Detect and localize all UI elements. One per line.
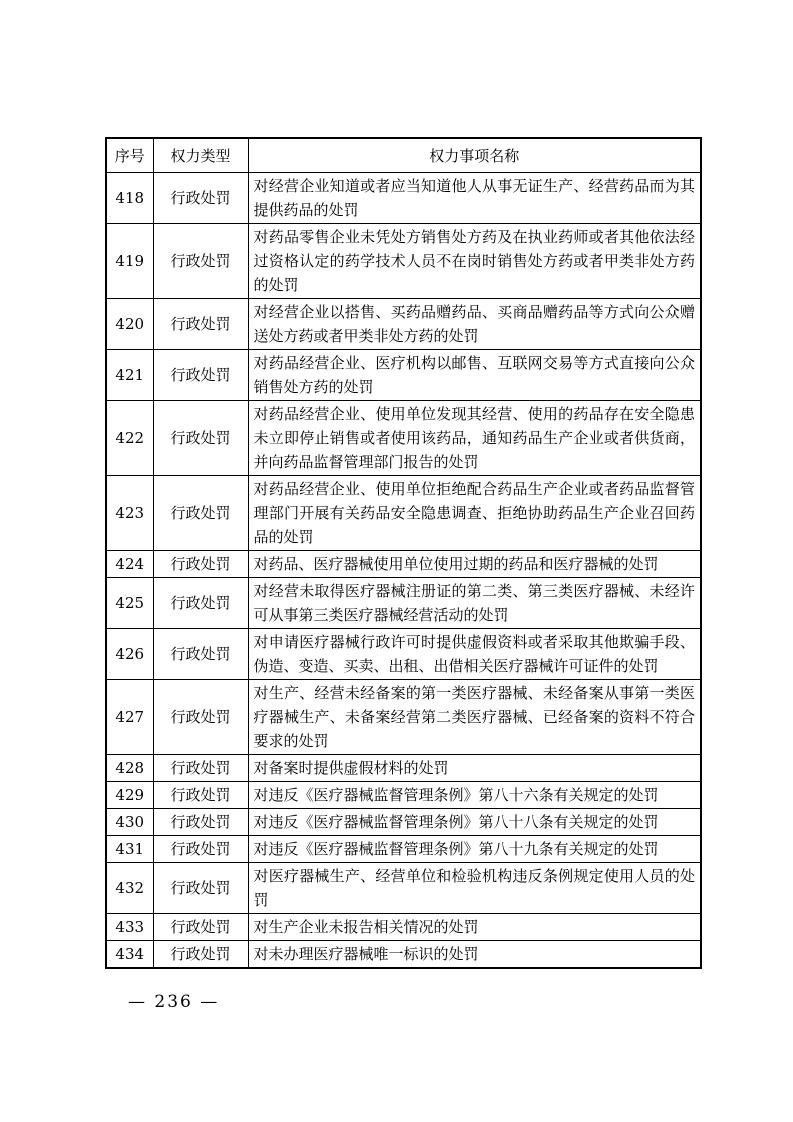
- table-header-row: [106, 138, 701, 173]
- row-power-item-name: 对违反《医疗器械监督管理条例》第八十八条有关规定的处罚: [248, 809, 701, 836]
- row-serial-number: 429: [106, 782, 153, 809]
- row-power-type: 行政处罚: [153, 680, 248, 755]
- table-row: [106, 836, 701, 863]
- row-power-type: 行政处罚: [153, 350, 248, 401]
- table-row: [106, 809, 701, 836]
- row-serial-number: 424: [106, 551, 153, 578]
- table-row: [106, 629, 701, 680]
- row-power-item-name: 对药品经营企业、医疗机构以邮售、互联网交易等方式直接向公众销售处方药的处罚: [248, 350, 701, 401]
- row-serial-number: 427: [106, 680, 153, 755]
- row-power-type: 行政处罚: [153, 809, 248, 836]
- row-power-item-name: 对药品、医疗器械使用单位使用过期的药品和医疗器械的处罚: [248, 551, 701, 578]
- row-power-item-name: 对违反《医疗器械监督管理条例》第八十九条有关规定的处罚: [248, 836, 701, 863]
- table-row: [106, 299, 701, 350]
- row-power-type: 行政处罚: [153, 299, 248, 350]
- row-power-item-name: 对药品零售企业未凭处方销售处方药及在执业药师或者其他依法经过资格认定的药学技术人员不在岗时销售处方药或者甲类非处方药的处罚: [248, 224, 701, 299]
- header-power-item-name: 权力事项名称: [248, 138, 701, 173]
- table-row: [106, 941, 701, 969]
- row-serial-number: 433: [106, 914, 153, 941]
- row-power-item-name: 对经营企业知道或者应当知道他人从事无证生产、经营药品而为其提供药品的处罚: [248, 173, 701, 224]
- row-serial-number: 420: [106, 299, 153, 350]
- row-serial-number: 431: [106, 836, 153, 863]
- row-power-item-name: 对生产、经营未经备案的第一类医疗器械、未经备案从事第一类医疗器械生产、未备案经营第二类医疗器械、已经备案的资料不符合要求的处罚: [248, 680, 701, 755]
- table-row: [106, 173, 701, 224]
- row-serial-number: 430: [106, 809, 153, 836]
- table-row: [106, 914, 701, 941]
- row-power-type: 行政处罚: [153, 863, 248, 914]
- table-row: [106, 551, 701, 578]
- row-serial-number: 418: [106, 173, 153, 224]
- row-serial-number: 425: [106, 578, 153, 629]
- table-row: [106, 224, 701, 299]
- table-row: [106, 401, 701, 476]
- row-power-type: 行政处罚: [153, 836, 248, 863]
- row-serial-number: 434: [106, 941, 153, 969]
- power-items-table: [105, 137, 702, 969]
- row-power-item-name: 对经营企业以搭售、买药品赠药品、买商品赠药品等方式向公众赠送处方药或者甲类非处方药的处罚: [248, 299, 701, 350]
- row-power-item-name: 对违反《医疗器械监督管理条例》第八十六条有关规定的处罚: [248, 782, 701, 809]
- row-power-item-name: 对经营未取得医疗器械注册证的第二类、第三类医疗器械、未经许可从事第三类医疗器械经营活动的处罚: [248, 578, 701, 629]
- header-serial-number: 序号: [106, 138, 153, 173]
- row-power-item-name: 对药品经营企业、使用单位拒绝配合药品生产企业或者药品监督管理部门开展有关药品安全隐患调查、拒绝协助药品生产企业召回药品的处罚: [248, 476, 701, 551]
- row-power-type: 行政处罚: [153, 401, 248, 476]
- table-row: [106, 863, 701, 914]
- row-power-item-name: 对医疗器械生产、经营单位和检验机构违反条例规定使用人员的处罚: [248, 863, 701, 914]
- row-serial-number: 432: [106, 863, 153, 914]
- row-power-type: 行政处罚: [153, 755, 248, 782]
- page-number: — 236 —: [128, 992, 220, 1012]
- table-row: [106, 755, 701, 782]
- row-power-type: 行政处罚: [153, 941, 248, 969]
- row-serial-number: 423: [106, 476, 153, 551]
- table-row: [106, 350, 701, 401]
- row-power-type: 行政处罚: [153, 224, 248, 299]
- row-serial-number: 422: [106, 401, 153, 476]
- table-row: [106, 782, 701, 809]
- row-power-item-name: 对备案时提供虚假材料的处罚: [248, 755, 701, 782]
- row-power-item-name: 对药品经营企业、使用单位发现其经营、使用的药品存在安全隐患未立即停止销售或者使用该药品，通知药品生产企业或者供货商，并向药品监督管理部门报告的处罚: [248, 401, 701, 476]
- row-serial-number: 428: [106, 755, 153, 782]
- row-power-item-name: 对生产企业未报告相关情况的处罚: [248, 914, 701, 941]
- row-power-item-name: 对未办理医疗器械唯一标识的处罚: [248, 941, 701, 969]
- table-row: [106, 680, 701, 755]
- table-body: [106, 173, 701, 969]
- row-power-type: 行政处罚: [153, 173, 248, 224]
- header-power-type: 权力类型: [153, 138, 248, 173]
- table-row: [106, 578, 701, 629]
- row-serial-number: 426: [106, 629, 153, 680]
- row-power-type: 行政处罚: [153, 782, 248, 809]
- row-power-type: 行政处罚: [153, 551, 248, 578]
- row-power-type: 行政处罚: [153, 629, 248, 680]
- row-power-type: 行政处罚: [153, 914, 248, 941]
- table-row: [106, 476, 701, 551]
- row-power-type: 行政处罚: [153, 578, 248, 629]
- row-power-item-name: 对申请医疗器械行政许可时提供虚假资料或者采取其他欺骗手段、伪造、变造、买卖、出租、出借相关医疗器械许可证件的处罚: [248, 629, 701, 680]
- row-serial-number: 421: [106, 350, 153, 401]
- row-serial-number: 419: [106, 224, 153, 299]
- row-power-type: 行政处罚: [153, 476, 248, 551]
